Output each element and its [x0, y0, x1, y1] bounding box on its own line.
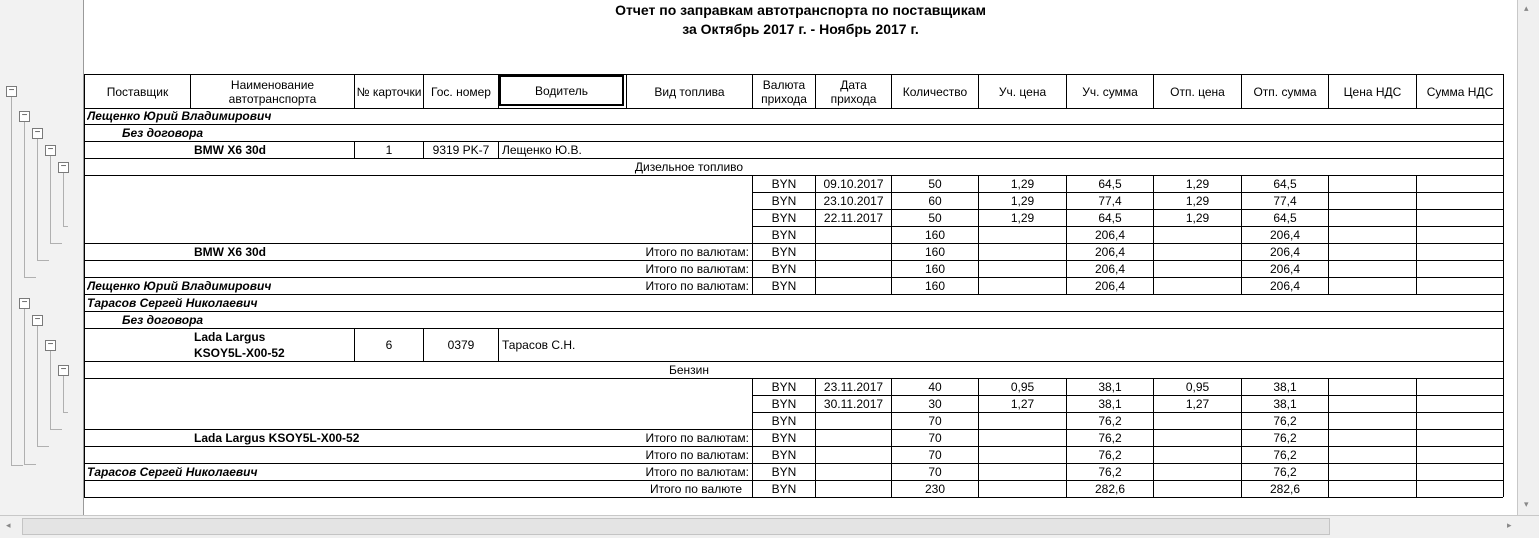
row-qty[interactable]: 40 — [928, 380, 942, 394]
row-acc-sum[interactable]: 206,4 — [1094, 228, 1126, 242]
total-rel-sum[interactable]: 206,4 — [1269, 245, 1301, 259]
total-currency[interactable]: BYN — [771, 245, 797, 259]
plate-number[interactable]: 0379 — [447, 338, 475, 352]
scroll-right-icon[interactable]: ▸ — [1507, 520, 1512, 530]
total-currency[interactable]: BYN — [771, 431, 797, 445]
column-header-qty[interactable]: Количество — [902, 84, 968, 99]
grid-line — [84, 497, 1503, 498]
total-label: Итого по валютам: — [645, 431, 749, 445]
tree-toggle-contract-1-icon[interactable]: − — [32, 128, 43, 139]
total-acc-sum[interactable]: 206,4 — [1094, 245, 1126, 259]
tree-line — [50, 351, 51, 429]
grand-total-qty[interactable]: 230 — [924, 482, 946, 496]
row-rel-sum[interactable]: 206,4 — [1269, 228, 1301, 242]
row-qty[interactable]: 50 — [928, 177, 942, 191]
total-label: Итого по валютам: — [645, 465, 749, 479]
row-currency[interactable]: BYN — [771, 177, 797, 191]
total-currency[interactable]: BYN — [771, 448, 797, 462]
row-acc-sum[interactable]: 64,5 — [1098, 177, 1122, 191]
grid-line — [84, 141, 1503, 142]
column-header-rel-sum[interactable]: Отп. сумма — [1253, 84, 1317, 99]
report-title: Отчет по заправкам автотранспорта по поставщикам — [615, 2, 986, 18]
collapse-all-icon[interactable]: − — [6, 86, 17, 97]
row-date[interactable]: 30.11.2017 — [823, 397, 884, 411]
row-rel-price[interactable]: 1,27 — [1185, 397, 1210, 411]
grid-line — [84, 74, 85, 497]
vehicle-name-line2[interactable]: KSOY5L-X00-52 — [194, 346, 285, 360]
grid-line — [84, 328, 1503, 329]
row-currency[interactable]: BYN — [771, 194, 797, 208]
scroll-down-icon[interactable]: ▾ — [1524, 499, 1529, 509]
row-currency[interactable]: BYN — [771, 380, 797, 394]
total-currency[interactable]: BYN — [771, 465, 797, 479]
row-rel-sum[interactable]: 38,1 — [1273, 380, 1297, 394]
tree-line — [24, 309, 25, 464]
card-number[interactable]: 6 — [385, 338, 393, 352]
column-header-vehicle[interactable]: Наименование автотранспорта — [228, 77, 317, 106]
total-acc-sum[interactable]: 206,4 — [1094, 279, 1126, 293]
row-qty[interactable]: 60 — [928, 194, 942, 208]
row-rel-sum[interactable]: 64,5 — [1273, 177, 1297, 191]
column-header-date[interactable]: Дата прихода — [830, 77, 877, 106]
column-header-vat-sum[interactable]: Сумма НДС — [1426, 84, 1494, 99]
tree-line — [11, 97, 12, 465]
row-rel-price[interactable]: 1,29 — [1185, 177, 1210, 191]
total-rel-sum[interactable]: 76,2 — [1273, 448, 1297, 462]
tree-line — [37, 326, 38, 446]
row-currency[interactable]: BYN — [771, 414, 797, 428]
tree-toggle-supplier-1-icon[interactable]: − — [19, 111, 30, 122]
row-acc-sum[interactable]: 64,5 — [1098, 211, 1122, 225]
row-acc-price[interactable]: 1,29 — [1010, 211, 1035, 225]
row-qty[interactable]: 50 — [928, 211, 942, 225]
tree-toggle-vehicle-1-icon[interactable]: − — [45, 145, 56, 156]
grid-line — [84, 294, 1503, 295]
tree-toggle-contract-2-icon[interactable]: − — [32, 315, 43, 326]
column-header-acc-price[interactable]: Уч. цена — [998, 84, 1047, 99]
row-date[interactable]: 22.11.2017 — [823, 211, 884, 225]
total-qty[interactable]: 160 — [924, 262, 946, 276]
total-rel-sum[interactable]: 206,4 — [1269, 279, 1301, 293]
column-header-acc-sum[interactable]: Уч. сумма — [1082, 84, 1138, 99]
grand-total-label: Итого по валюте — [650, 482, 742, 496]
column-header-plate[interactable]: Гос. номер — [431, 84, 491, 99]
plate-number[interactable]: 9319 PK-7 — [432, 143, 490, 157]
column-header-driver[interactable]: Водитель — [499, 75, 624, 106]
vehicle-name-line1[interactable]: Lada Largus — [194, 330, 266, 344]
tree-line — [63, 173, 64, 226]
row-acc-price[interactable]: 0,95 — [1010, 380, 1035, 394]
grid-line — [1416, 175, 1417, 294]
column-header-vat-price[interactable]: Цена НДС — [1343, 84, 1402, 99]
total-currency[interactable]: BYN — [771, 279, 797, 293]
row-rel-sum[interactable]: 76,2 — [1273, 414, 1297, 428]
grid-line — [498, 328, 499, 361]
grand-total-currency[interactable]: BYN — [771, 482, 797, 496]
row-rel-price[interactable]: 1,29 — [1185, 194, 1210, 208]
vehicle-name[interactable]: BMW X6 30d — [194, 143, 267, 157]
total-qty[interactable]: 70 — [928, 465, 942, 479]
total-acc-sum[interactable]: 76,2 — [1098, 465, 1122, 479]
supplier-name[interactable]: Тарасов Сергей Николаевич — [87, 296, 258, 310]
tree-toggle-vehicle-2-icon[interactable]: − — [45, 340, 56, 351]
tree-line — [24, 122, 25, 277]
total-acc-sum[interactable]: 76,2 — [1098, 448, 1122, 462]
grid-line — [1328, 175, 1329, 294]
report-period: за Октябрь 2017 г. - Ноябрь 2017 г. — [682, 21, 919, 37]
column-header-card[interactable]: № карточки — [356, 84, 422, 99]
tree-toggle-fuel-1-icon[interactable]: − — [58, 162, 69, 173]
row-currency[interactable]: BYN — [771, 211, 797, 225]
report-sheet — [84, 0, 1517, 515]
tree-line — [11, 465, 23, 466]
column-header-fuel[interactable]: Вид топлива — [654, 84, 725, 99]
fuel-type[interactable]: Дизельное топливо — [634, 160, 744, 174]
contract-name[interactable]: Без договора — [122, 126, 204, 140]
total-qty[interactable]: 70 — [928, 431, 942, 445]
row-date[interactable]: 23.10.2017 — [823, 194, 884, 208]
total-label: Итого по валютам: — [645, 262, 749, 276]
tree-line — [37, 260, 49, 261]
grid-line — [1503, 74, 1504, 497]
row-date[interactable]: 09.10.2017 — [823, 177, 884, 191]
row-rel-sum[interactable]: 38,1 — [1273, 397, 1297, 411]
scroll-left-icon[interactable]: ◂ — [6, 520, 11, 530]
tree-line — [24, 277, 36, 278]
tree-line — [37, 139, 38, 260]
row-acc-sum[interactable]: 77,4 — [1098, 194, 1122, 208]
total-label-supplier: Тарасов Сергей Николаевич — [87, 465, 258, 479]
contract-name[interactable]: Без договора — [122, 313, 204, 327]
row-acc-sum[interactable]: 38,1 — [1098, 380, 1122, 394]
grand-total-rel-sum[interactable]: 282,6 — [1269, 482, 1301, 496]
tree-toggle-supplier-2-icon[interactable]: − — [19, 298, 30, 309]
tree-line — [63, 412, 68, 413]
total-qty[interactable]: 160 — [924, 279, 946, 293]
total-qty[interactable]: 70 — [928, 448, 942, 462]
column-header-supplier[interactable]: Поставщик — [106, 84, 169, 99]
total-label: Итого по валютам: — [645, 279, 749, 293]
tree-line — [24, 464, 36, 465]
row-qty[interactable]: 160 — [924, 228, 946, 242]
total-rel-sum[interactable]: 76,2 — [1273, 431, 1297, 445]
total-currency[interactable]: BYN — [771, 262, 797, 276]
grid-line — [84, 124, 1503, 125]
row-currency[interactable]: BYN — [771, 397, 797, 411]
tree-line — [50, 243, 62, 244]
tree-line — [63, 226, 68, 227]
row-acc-sum[interactable]: 38,1 — [1098, 397, 1122, 411]
driver-name[interactable]: Тарасов С.Н. — [502, 338, 576, 352]
horizontal-scrollbar[interactable] — [0, 515, 1539, 538]
row-acc-price[interactable]: 1,27 — [1010, 397, 1035, 411]
column-header-currency[interactable]: Валюта прихода — [761, 77, 807, 106]
row-currency[interactable]: BYN — [771, 228, 797, 242]
driver-name[interactable]: Лещенко Ю.В. — [502, 143, 582, 157]
tree-line — [50, 156, 51, 243]
row-rel-sum[interactable]: 64,5 — [1273, 211, 1297, 225]
total-qty[interactable]: 160 — [924, 245, 946, 259]
row-acc-price[interactable]: 1,29 — [1010, 177, 1035, 191]
row-rel-sum[interactable]: 77,4 — [1273, 194, 1297, 208]
total-label-supplier: Лещенко Юрий Владимирович — [87, 279, 272, 293]
grid-line — [498, 141, 499, 158]
row-rel-price[interactable]: 0,95 — [1185, 380, 1210, 394]
tree-line — [37, 446, 49, 447]
row-qty[interactable]: 30 — [928, 397, 942, 411]
row-date[interactable]: 23.11.2017 — [823, 380, 884, 394]
fuel-type[interactable]: Бензин — [668, 363, 709, 377]
total-acc-sum[interactable]: 76,2 — [1098, 431, 1122, 445]
tree-toggle-fuel-2-icon[interactable]: − — [58, 365, 69, 376]
tree-line — [50, 429, 62, 430]
grand-total-acc-sum[interactable]: 282,6 — [1094, 482, 1126, 496]
row-rel-price[interactable]: 1,29 — [1185, 211, 1210, 225]
supplier-name[interactable]: Лещенко Юрий Владимирович — [87, 109, 272, 123]
row-qty[interactable]: 70 — [928, 414, 942, 428]
scroll-up-icon[interactable]: ▴ — [1524, 3, 1529, 13]
column-header-rel-price[interactable]: Отп. цена — [1170, 84, 1225, 99]
tree-line — [63, 376, 64, 412]
grid-line — [84, 311, 1503, 312]
scroll-thumb[interactable] — [22, 518, 1330, 535]
row-acc-price[interactable]: 1,29 — [1010, 194, 1035, 208]
total-rel-sum[interactable]: 76,2 — [1273, 465, 1297, 479]
vertical-scrollbar[interactable] — [1517, 0, 1539, 515]
total-label: Итого по валютам: — [645, 448, 749, 462]
card-number[interactable]: 1 — [385, 143, 393, 157]
grid-line — [1328, 378, 1329, 497]
row-acc-sum[interactable]: 76,2 — [1098, 414, 1122, 428]
total-label: Итого по валютам: — [645, 245, 749, 259]
outline-tree-pane — [0, 0, 84, 515]
total-acc-sum[interactable]: 206,4 — [1094, 262, 1126, 276]
total-rel-sum[interactable]: 206,4 — [1269, 262, 1301, 276]
grid-line — [1416, 378, 1417, 497]
total-label-vehicle: BMW X6 30d — [194, 245, 267, 259]
grid-line — [84, 108, 1503, 109]
total-label-vehicle: Lada Largus KSOY5L-X00-52 — [194, 431, 360, 445]
